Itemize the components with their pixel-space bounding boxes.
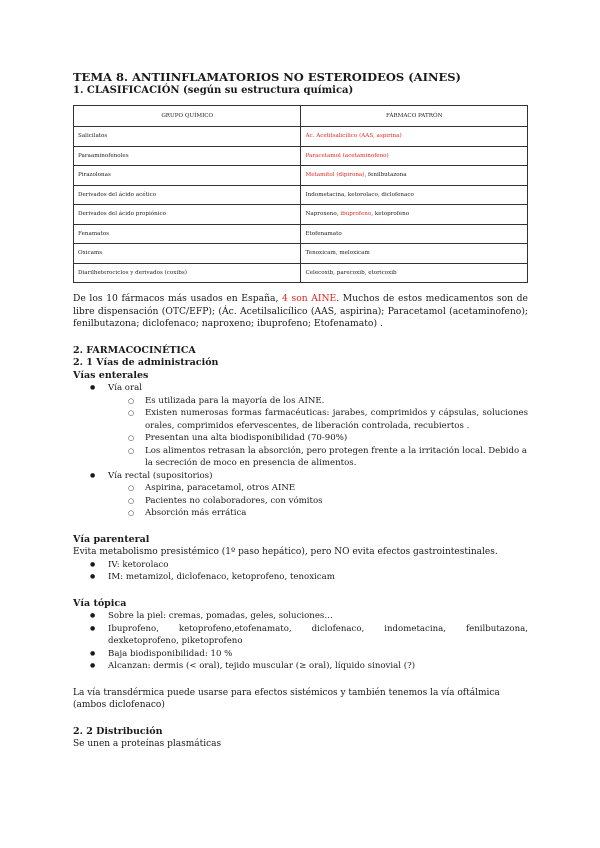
list-item: ○ Aspirina, paracetamol, otros AINE (73, 482, 528, 495)
list-item: ○ Es utilizada para la mayoría de los AINE. (73, 395, 528, 408)
table-row (74, 185, 528, 205)
document-title: TEMA 8. ANTIINFLAMATORIOS NO ESTEROIDEOS (AINES) (73, 70, 461, 84)
cell-group: Pirazolonas (74, 166, 301, 186)
cell-drug: Naproxeno, ibuprofeno, ketoprofeno (301, 205, 528, 225)
list-item: ● Baja biodisponibilidad: 10 % (73, 648, 528, 661)
parenteral-list (73, 559, 528, 584)
list-item: ● Alcanzan: dermis (< oral), tejido muscular (≥ oral), líquido sinovial (?) (73, 660, 528, 673)
cell-group: Fenamatos (74, 224, 301, 244)
subsection-heading-administracion: 2. 1 Vías de administración (73, 357, 219, 368)
list-item: ● Ibuprofeno, ketoprofeno,etofenamato, diclofenaco, indometacina, fenilbutazona, dexketoprofeno, piketoprofeno (73, 623, 528, 648)
list-item: ● Vía rectal (supositorios) ○ Aspirina, paracetamol, otros AINE ○ Pacientes no colaboradores, con vómitos ○ Absorción más errática (73, 470, 528, 520)
table-row (74, 146, 528, 166)
heading-vias-enterales: Vías enterales (73, 369, 149, 381)
table-row (74, 166, 528, 186)
table-row (74, 244, 528, 264)
list-item: ○ Pacientes no colaboradores, con vómitos (73, 495, 528, 508)
column-header-grupo: GRUPO QUÍMICO (74, 106, 301, 127)
list-item: ○ Absorción más errática (73, 507, 528, 520)
heading-via-topica: Vía tópica (73, 597, 127, 609)
table-header-row (74, 106, 528, 127)
list-item: ● Vía oral ○ Es utilizada para la mayoría de los AINE. ○ Existen numerosas formas farmacéuticas: jarabes, comprimidos y cápsulas, soluciones orales, comprimidos efervescentes, de liberación controlada, recubiertos . ○ Presentan una alta biodisponibilidad (70-90%) ○ Los alimentos retrasan la absorción, pero protegen frente a la irritación local. Debido a la secreción de moco en presencia de alimentos. (73, 382, 528, 470)
distribucion-text: Se unen a proteínas plasmáticas (73, 739, 222, 749)
table-row (74, 263, 528, 283)
enteral-list (73, 382, 528, 520)
document-page (73, 70, 528, 751)
table-row (74, 127, 528, 147)
cell-group: Paraaminofenoles (74, 146, 301, 166)
transdermica-paragraph: La vía transdérmica puede usarse para efectos sistémicos y también tenemos la vía oftálmica (ambos diclofenaco) (73, 687, 500, 710)
cell-drug: Paracetamol (acetaminofeno) (301, 146, 528, 166)
cell-drug: Etofenamato (301, 224, 528, 244)
list-item: ● IM: metamizol, diclofenaco, ketoprofeno, tenoxicam (73, 571, 528, 584)
cell-drug: Tenoxicam, meloxicam (301, 244, 528, 264)
list-item: ● Sobre la piel: cremas, pomadas, geles, soluciones… (73, 610, 528, 623)
parenteral-text: Evita metabolismo presistémico (1º paso hepático), pero NO evita efectos gastrointestinales. (73, 547, 498, 557)
list-item: ○ Los alimentos retrasan la absorción, pero protegen frente a la irritación local. Debido a la secreción de moco en presencia de alimentos. (73, 445, 528, 470)
cell-group: Oxicams (74, 244, 301, 264)
rectal-sublist (73, 482, 528, 520)
cell-drug: Celecoxib, parecoxib, etoricoxib (301, 263, 528, 283)
cell-drug: Metamitol (dipirona), fenilbutazona (301, 166, 528, 186)
oral-sublist (73, 395, 528, 470)
cell-group: Derivados del ácido acético (74, 185, 301, 205)
list-item: ○ Presentan una alta biodisponibilidad (70-90%) (73, 432, 528, 445)
classification-table (73, 105, 528, 283)
cell-group: Diarilheterociclos y derivados (coxibs) (74, 263, 301, 283)
list-item: ○ Existen numerosas formas farmacéuticas: jarabes, comprimidos y cápsulas, soluciones orales, comprimidos efervescentes, de liberación controlada, recubiertos . (73, 407, 528, 432)
highlight-aine: 4 son AINE (282, 293, 337, 304)
column-header-farmaco: FÁRMACO PATRÓN (301, 106, 528, 127)
section-heading-farmacocinetica: 2. FARMACOCINÉTICA (73, 344, 196, 356)
intro-paragraph: De los 10 fármacos más usados en España, 4 son AINE. Muchos de estos medicamentos son de libre dispensación (OTC/EFP); (Ác. Acetilsalicílico (AAS, aspirina); Paracetamol (acetaminofeno); fenilbutazona; diclofenaco; naproxeno; ibuprofeno; Etofenamato) . (73, 293, 528, 329)
heading-via-parenteral: Vía parenteral (73, 533, 150, 545)
table-row (74, 224, 528, 244)
cell-group: Salicilatos (74, 127, 301, 147)
cell-group: Derivados del ácido propiónico (74, 205, 301, 225)
cell-drug: Ác. Acetilsalicílico (AAS, aspirina) (301, 127, 528, 147)
topica-list (73, 610, 528, 673)
subsection-heading-distribucion: 2. 2 Distribución (73, 725, 163, 737)
section-heading-clasificacion: 1. CLASIFICACIÓN (según su estructura química) (73, 85, 354, 96)
table-row (74, 205, 528, 225)
cell-drug: Indometacina, ketorolaco, diclofenaco (301, 185, 528, 205)
list-item: ● IV: ketorolaco (73, 559, 528, 572)
